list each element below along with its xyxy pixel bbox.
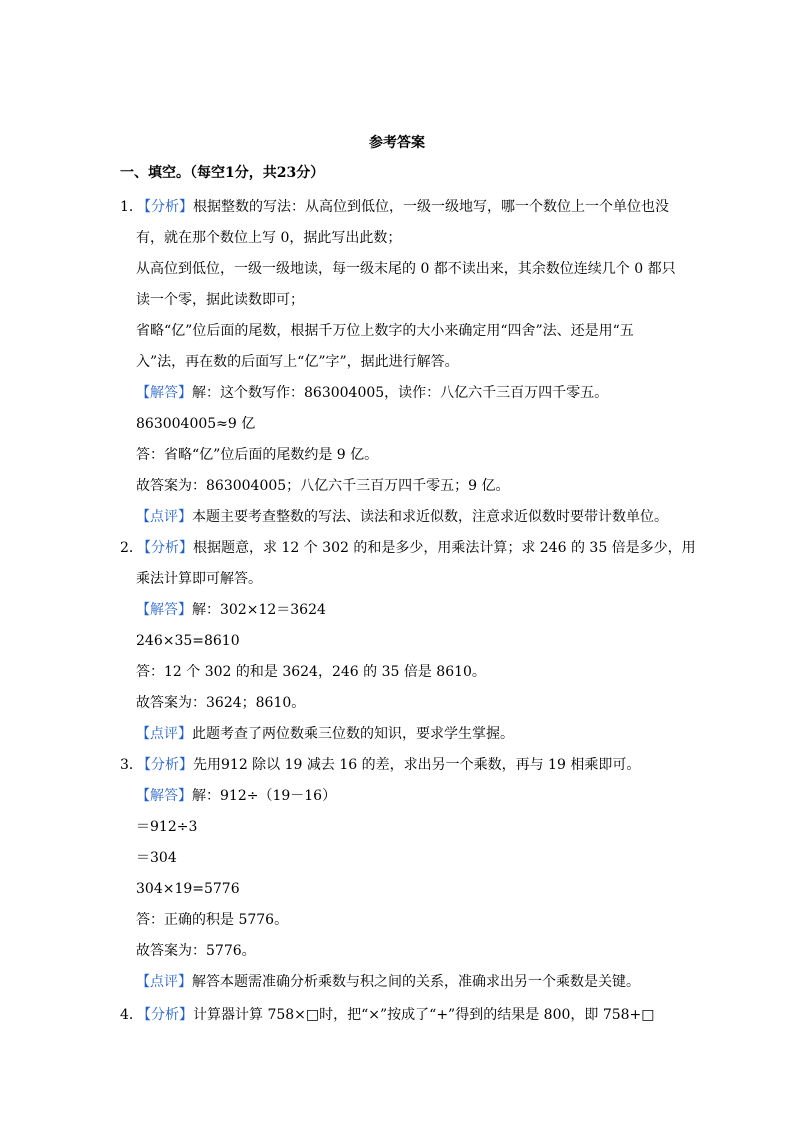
q1-analysis-line-2: 有，就在那个数位上写 0，据此写出此数； [136, 230, 402, 246]
answer-tag: 【解答】 [136, 602, 192, 618]
comment-tag: 【点评】 [136, 509, 192, 525]
comment-tag: 【点评】 [136, 974, 192, 990]
q2-comment-text: 此题考查了两位数乘三位数的知识，要求学生掌握。 [192, 726, 514, 742]
page-title: 参考答案 [369, 135, 425, 151]
q1-solution-line-2: 863004005≈9 亿 [136, 416, 256, 432]
q2-analysis-line-1 [120, 539, 696, 557]
q2-solution-line-2: 246×35=8610 [136, 633, 240, 649]
q1-analysis-line-3: 从高位到低位，一级一级地读，每一级末尾的 0 都不读出来，其余数位连续几个 0 都只 [136, 261, 676, 277]
q4-analysis-text-1: 计算器计算 758×□时，把“×”按成了“+”得到的结果是 800，即 758+□ [193, 1007, 655, 1023]
analysis-tag: 【分析】 [137, 757, 193, 773]
analysis-tag: 【分析】 [137, 199, 193, 215]
q3-solution-line-2: ＝912÷3 [136, 819, 198, 835]
q3-analysis-line-1 [120, 756, 640, 774]
q3-solution-line-4: 304×19=5776 [136, 881, 240, 897]
q2-analysis-text-1: 根据题意，求 12 个 302 的和是多少，用乘法计算；求 246 的 35 倍是多少，用 [193, 540, 696, 556]
q1-analysis-line-1 [120, 198, 669, 216]
q3-solution-line-6: 故答案为：5776。 [136, 943, 256, 959]
q3-solution-line-5: 答：正确的积是 5776。 [136, 912, 289, 928]
q1-solution-line-1 [136, 384, 608, 402]
q1-number: 1． [120, 199, 143, 215]
q2-solution-line-4: 故答案为：3624；8610。 [136, 695, 306, 711]
q1-analysis-line-5: 省略“亿”位后面的尾数，根据千万位上数字的大小来确定用“四舍”法、还是用“五 [136, 323, 634, 339]
q3-solution-line-3: ＝304 [136, 850, 177, 866]
comment-tag: 【点评】 [136, 726, 192, 742]
q1-solution-line-4: 故答案为：863004005；八亿六千三百万四千零五；9 亿。 [136, 478, 510, 494]
q3-solution-line-1 [136, 787, 336, 805]
q1-analysis-text-1: 根据整数的写法：从高位到低位，一级一级地写，哪一个数位上一个单位也没 [193, 199, 669, 215]
answer-tag: 【解答】 [136, 788, 192, 804]
section-heading: 一、填空。（每空1分，共23分） [120, 165, 325, 181]
q1-comment-text: 本题主要考查整数的写法、读法和求近似数，注意求近似数时要带计数单位。 [192, 509, 668, 525]
q1-comment-line [136, 508, 668, 526]
answer-tag: 【解答】 [136, 385, 192, 401]
q2-comment-line [136, 725, 514, 743]
analysis-tag: 【分析】 [137, 1007, 193, 1023]
q1-analysis-line-4: 读一个零，据此读数即可； [136, 292, 304, 308]
q1-solution-text-1: 解：这个数写作：863004005，读作：八亿六千三百万四千零五。 [192, 385, 609, 401]
analysis-tag: 【分析】 [137, 540, 193, 556]
q3-comment-line [136, 973, 640, 991]
q2-solution-line-1 [136, 601, 326, 619]
q3-number: 3． [120, 757, 143, 773]
q3-solution-text-1: 解：912÷（19－16） [192, 788, 337, 804]
q2-solution-line-3: 答：12 个 302 的和是 3624，246 的 35 倍是 8610。 [136, 664, 486, 680]
q4-analysis-line-1 [120, 1006, 655, 1024]
q1-solution-line-3: 答：省略“亿”位后面的尾数约是 9 亿。 [136, 447, 379, 463]
q2-number: 2． [120, 540, 143, 556]
q2-solution-text-1: 解：302×12＝3624 [192, 602, 326, 618]
q3-comment-text: 解答本题需准确分析乘数与积之间的关系，准确求出另一个乘数是关键。 [192, 974, 640, 990]
q1-analysis-line-6: 入”法，再在数的后面写上“亿”字”，据此进行解答。 [136, 354, 459, 370]
q4-number: 4． [120, 1007, 143, 1023]
q2-analysis-line-2: 乘法计算即可解答。 [136, 571, 262, 587]
q3-analysis-text-1: 先用912 除以 19 减去 16 的差，求出另一个乘数，再与 19 相乘即可。 [193, 757, 641, 773]
